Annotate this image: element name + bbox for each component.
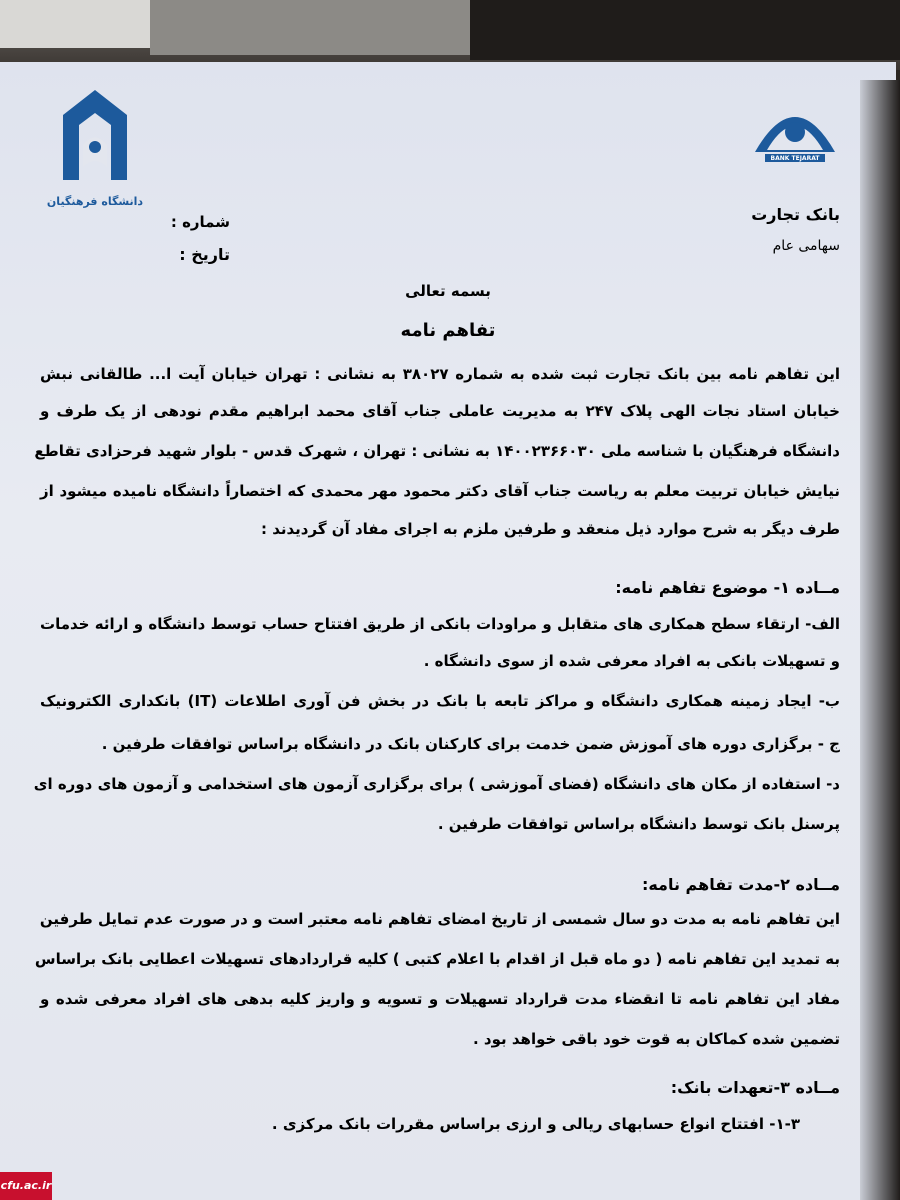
article-1-heading: مــاده ۱- موضوع تفاهم نامه: (615, 578, 840, 597)
bank-emblem-icon (745, 92, 845, 182)
invocation: بسمه تعالی (405, 282, 491, 300)
bank-logo (745, 92, 845, 182)
article-1-line: ب- ایجاد زمینه همکاری دانشگاه و مراکز تابعه با بانک در بخش فن آوری اطلاعات (IT) بانکداری الکترونیک (40, 692, 840, 710)
article-2-line: تضمین شده کماکان به قوت خود باقی خواهد بود . (473, 1030, 840, 1048)
article-2-line: به تمدید این تفاهم نامه ( دو ماه قبل از اقدام با اعلام کتبی ) کلیه قراردادهای تسهیلات اعطایی بانک براساس (34, 950, 840, 968)
site-watermark: cfu.ac.ir (0, 1172, 52, 1200)
article-1-line: و تسهیلات بانکی به افراد معرفی شده از سوی دانشگاه . (423, 652, 840, 670)
bank-type: سهامی عام (772, 238, 840, 254)
article-1-line: پرسنل بانک توسط دانشگاه براساس توافقات طرفین . (437, 815, 840, 833)
bank-name: بانک تجارت (751, 205, 840, 224)
intro-line: نیایش خیابان تربیت معلم به ریاست جناب آقای دکتر محمود مهر محمدی که اختصاراً دانشگاه نامیده میشود از (40, 482, 840, 500)
bank-logo-text: BANK TEJARAT (770, 155, 820, 162)
background-middle (150, 0, 470, 55)
intro-line: دانشگاه فرهنگیان با شناسه ملی ۱۴۰۰۲۳۶۶۰۳۰ به نشانی : تهران ، شهرک قدس - بلوار شهید فرحزادی تقاطع (34, 442, 840, 460)
article-3-heading: مــاده ۳-تعهدات بانک: (670, 1078, 840, 1097)
page-edge-shadow (860, 80, 900, 1200)
article-2-line: مفاد این تفاهم نامه تا انقضاء مدت قرارداد تسهیلات و تسویه و واریز کلیه بدهی های افراد معرفی شده و (40, 990, 840, 1008)
article-1-line: ج - برگزاری دوره های آموزش ضمن خدمت برای کارکنان بانک در دانشگاه براساس توافقات طرفین . (101, 735, 840, 753)
intro-line: طرف دیگر به شرح موارد ذیل منعقد و طرفین ملزم به اجرای مفاد آن گردیدند : (260, 520, 840, 538)
article-2-heading: مــاده ۲-مدت تفاهم نامه: (641, 875, 840, 894)
intro-line: این تفاهم نامه بین بانک تجارت ثبت شده به شماره ۳۸۰۲۷ به نشانی : تهران خیابان آیت ا... طالقانی نبش (40, 365, 841, 383)
document-title: تفاهم نامه (400, 320, 496, 341)
university-logo-text: دانشگاه فرهنگیان (46, 195, 144, 208)
article-1-line: الف- ارتقاء سطح همکاری های متقابل و مراودات بانکی از طریق افتتاح حساب توسط دانشگاه و ارائه خدمات (40, 615, 840, 633)
background-dark (470, 0, 900, 60)
number-label: شماره : (170, 213, 230, 231)
intro-line: خیابان استاد نجات الهی پلاک ۲۴۷ به مدیریت عاملی جناب آقای محمد ابراهیم مقدم نودهی از یک طرف و (40, 402, 840, 420)
article-3-line: ۱-۳- افتتاح انواع حسابهای ریالی و ارزی براساس مقررات بانک مرکزی . (271, 1115, 800, 1133)
article-1-line: د- استفاده از مکان های دانشگاه (فضای آموزشی ) برای برگزاری آزمون های استخدامی و آزمون های دوره ای (33, 775, 840, 793)
university-emblem-icon (46, 85, 144, 215)
background-wall (0, 0, 150, 48)
date-label: تاریخ : (179, 245, 230, 264)
article-2-line: این تفاهم نامه به مدت دو سال شمسی از تاریخ امضای تفاهم نامه معتبر است و در صورت عدم تمایل طرفین (39, 910, 840, 928)
university-logo (46, 85, 144, 215)
